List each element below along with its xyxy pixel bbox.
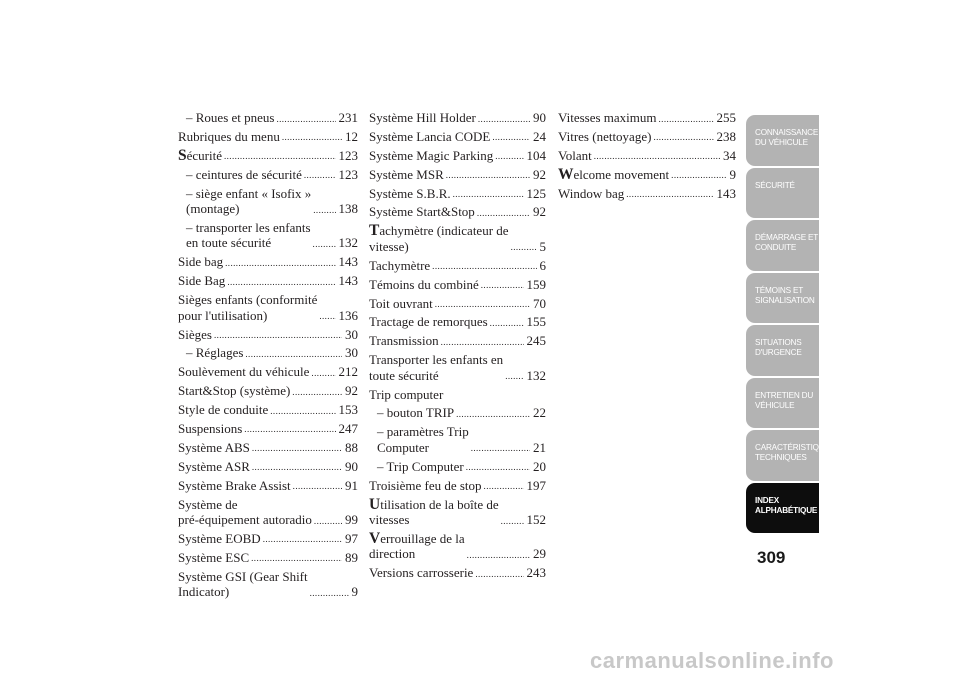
index-entry-text: Soulèvement du véhicule: [178, 364, 310, 380]
index-entry-text: errouillage de la direction: [369, 530, 465, 562]
index-entry-text: Sièges enfants (conformité pour l'utilisation): [178, 292, 318, 323]
dot-leader: [276, 115, 335, 123]
index-entry-page: 245: [526, 333, 546, 349]
index-entry: [369, 258, 546, 274]
dot-leader: [304, 171, 336, 179]
index-entry: [369, 314, 546, 330]
index-entry-text: – siège enfant « Isofix » (montage): [186, 185, 312, 217]
index-entry-label: [377, 424, 469, 455]
index-entry-label: [558, 186, 624, 202]
index-entry: [178, 129, 358, 145]
dot-leader: [495, 152, 523, 160]
index-entry-label: [377, 459, 464, 475]
index-entry-page: 197: [526, 477, 546, 493]
index-entry-text: elcome movement: [573, 166, 670, 182]
index-entry-page: 9: [729, 166, 736, 182]
dot-leader: [252, 463, 342, 471]
index-entry-label: [178, 254, 223, 270]
index-entry-text: – paramètres Trip Computer: [377, 424, 469, 455]
dot-leader: [314, 517, 342, 525]
index-entry: [178, 273, 358, 289]
index-entry-text: écurité: [186, 147, 222, 163]
index-entry-text: Système ESC: [178, 549, 250, 565]
index-entry-text: Vitesses maximum: [558, 110, 657, 125]
dot-leader: [435, 300, 530, 308]
index-entry-page: 12: [345, 128, 358, 144]
index-entry-page: 92: [533, 166, 546, 182]
dot-leader: [466, 463, 530, 471]
dot-leader: [225, 259, 335, 267]
index-entry-label: [369, 186, 451, 202]
dot-leader: [501, 517, 524, 525]
index-entry-text: Window bag: [558, 185, 625, 201]
index-entry-text: Vitres (nettoyage): [558, 128, 652, 144]
index-entry-label: [178, 273, 225, 289]
dot-leader: [244, 425, 335, 433]
dot-leader: [293, 482, 342, 490]
index-entry-label: [178, 459, 250, 475]
index-entry-text: Troisième feu de stop: [369, 477, 482, 493]
dot-leader: [471, 444, 530, 452]
index-column-3: [558, 110, 736, 204]
index-entry-label: [186, 220, 311, 251]
index-entry-label: [186, 345, 243, 361]
index-entry: [178, 440, 358, 456]
index-letter-initial: W: [558, 165, 574, 183]
index-entry-label: [369, 296, 433, 312]
dot-leader: [252, 444, 342, 452]
index-entry-label: [369, 333, 439, 349]
index-entry-text: – Réglages: [186, 345, 244, 361]
index-letter-initial: U: [369, 495, 381, 513]
dot-leader: [492, 133, 530, 141]
index-entry-page: 92: [345, 383, 358, 399]
index-entry-label: [178, 327, 212, 343]
index-entry-text: Volant: [558, 147, 592, 163]
index-entry-text: Système de pré-équipement autoradio: [178, 496, 312, 528]
index-entry: [558, 167, 736, 183]
dot-leader: [626, 190, 713, 198]
index-entry-page: 155: [526, 314, 546, 330]
index-entry: [369, 148, 546, 164]
index-entry-text: – Trip Computer: [377, 458, 464, 474]
index-entry-label: [178, 569, 308, 600]
index-entry-label: [178, 402, 268, 418]
index-entry-label: [369, 223, 509, 254]
index-entry-text: Système Lancia CODE: [369, 128, 491, 144]
index-entry-label: [369, 167, 444, 183]
index-entry: [369, 565, 546, 581]
index-entry-page: 104: [526, 147, 546, 163]
index-letter-initial: V: [369, 529, 381, 547]
index-entry-label: [178, 531, 261, 547]
section-tab[interactable]: TÉMOINS ET SIGNALISATION: [746, 273, 819, 324]
dot-leader: [475, 570, 523, 578]
index-entry-text: Système Brake Assist: [178, 477, 291, 493]
index-entry-page: 9: [351, 584, 358, 600]
index-entry-label: [558, 129, 651, 145]
index-entry-text: Système GSI (Gear Shift Indicator): [178, 568, 308, 600]
index-entry-text: Start&Stop (système): [178, 383, 291, 399]
index-entry: [369, 186, 546, 202]
index-entry-text: Suspensions: [178, 420, 243, 436]
index-entry-text: Toit ouvrant: [369, 295, 433, 311]
index-entry-text: – Roues et pneus: [186, 110, 275, 125]
index-entry-label: [178, 129, 280, 145]
index-entry-label: [558, 167, 669, 183]
index-entry-label: [186, 186, 311, 217]
index-entry-page: 136: [338, 307, 358, 323]
index-entry: [369, 277, 546, 293]
index-entry: [558, 148, 736, 164]
index-entry-page: 34: [723, 147, 736, 163]
index-entry-label: [369, 258, 430, 274]
index-entry-text: Rubriques du menu: [178, 128, 280, 144]
section-tab[interactable]: SITUATIONS D'URGENCE: [746, 325, 819, 376]
section-tab[interactable]: CONNAISSANCE DU VÉHICULE: [746, 115, 819, 166]
dot-leader: [467, 551, 530, 559]
index-entry-text: Style de conduite: [178, 402, 269, 418]
page-number: 309: [757, 548, 786, 567]
index-entry-text: Système Magic Parking: [369, 147, 494, 163]
index-entry-page: 159: [526, 276, 546, 292]
dot-leader: [441, 338, 524, 346]
index-entry: [178, 327, 358, 343]
watermark: carmanualsonline.info: [590, 648, 834, 673]
index-entry-label: [369, 110, 476, 126]
dot-leader: [456, 410, 530, 418]
dot-leader: [292, 388, 342, 396]
index-entry: [178, 383, 358, 399]
index-entry: [558, 186, 736, 202]
index-entry-label: [369, 314, 488, 330]
index-entry: [178, 254, 358, 270]
index-entry-page: 255: [716, 110, 736, 125]
index-entry-text: tilisation de la boîte de vitesses: [369, 496, 499, 528]
index-entry: [369, 352, 546, 383]
index-entry: [369, 129, 546, 145]
index-entry-label: [186, 110, 274, 126]
dot-leader: [659, 115, 714, 123]
index-entry-page: 91: [345, 477, 358, 493]
index-entry-page: 125: [526, 185, 546, 201]
index-entry: [178, 220, 358, 251]
section-tab[interactable]: SÉCURITÉ: [746, 168, 819, 219]
dot-leader: [224, 152, 336, 160]
index-entry: [369, 497, 546, 528]
index-entry-page: 30: [345, 326, 358, 342]
index-entry: [178, 345, 358, 361]
index-entry-page: 143: [716, 185, 736, 201]
dot-leader: [311, 369, 335, 377]
index-entry-label: [178, 292, 317, 323]
index-column-2: [369, 110, 546, 584]
index-entry-text: Système ABS: [178, 439, 250, 455]
index-entry-label: [178, 497, 312, 528]
dot-leader: [227, 278, 335, 286]
index-entry-page: 97: [345, 530, 358, 546]
index-entry-page: 153: [338, 402, 358, 418]
index-column-1: [178, 110, 358, 603]
index-entry-text: Sièges: [178, 326, 212, 342]
index-entry-page: 132: [338, 235, 358, 251]
index-entry-text: Transmission: [369, 333, 439, 349]
dot-leader: [671, 171, 726, 179]
index-entry-page: 29: [533, 546, 546, 562]
dot-leader: [481, 281, 524, 289]
index-entry-page: 123: [338, 147, 358, 163]
index-entry: [178, 292, 358, 323]
index-entry-text: Transporter les enfants en toute sécurité: [369, 352, 504, 383]
dot-leader: [282, 133, 342, 141]
index-entry-text: – bouton TRIP: [377, 405, 455, 421]
index-entry-page: 88: [345, 439, 358, 455]
index-entry-text: Système ASR: [178, 458, 250, 474]
section-tabs: [746, 115, 836, 535]
index-entry: [369, 387, 546, 403]
index-entry-text: Témoins du combiné: [369, 276, 479, 292]
index-entry: [369, 110, 546, 126]
index-entry-page: 152: [526, 512, 546, 528]
dot-leader: [214, 331, 342, 339]
index-entry: [369, 459, 546, 475]
section-tab[interactable]: ENTRETIEN DU VÉHICULE: [746, 378, 819, 429]
index-entry-page: 132: [526, 367, 546, 383]
index-entry: [178, 421, 358, 437]
index-entry-label: [178, 421, 242, 437]
index-entry: [558, 129, 736, 145]
dot-leader: [484, 482, 524, 490]
index-entry-label: [377, 405, 454, 421]
dot-leader: [505, 372, 523, 380]
index-entry-page: 90: [345, 458, 358, 474]
index-entry-page: 30: [345, 345, 358, 361]
index-entry-label: [178, 550, 249, 566]
index-entry: [369, 531, 546, 562]
index-entry-text: achymètre (indicateur de vitesse): [369, 223, 509, 254]
index-entry-page: 5: [539, 238, 546, 254]
dot-leader: [251, 554, 342, 562]
index-entry-page: 6: [539, 257, 546, 273]
index-entry: [178, 459, 358, 475]
dot-leader: [313, 240, 336, 248]
index-entry-label: [178, 383, 290, 399]
dot-leader: [653, 133, 713, 141]
index-entry: [369, 478, 546, 494]
index-entry: [369, 167, 546, 183]
index-entry: [178, 497, 358, 528]
index-entry-text: Système Hill Holder: [369, 110, 476, 125]
index-entry-text: Système S.B.R.: [369, 185, 451, 201]
index-entry-page: 231: [338, 110, 358, 125]
index-entry-text: Versions carrosserie: [369, 565, 474, 581]
index-entry-label: [369, 565, 473, 581]
index-entry-label: [369, 204, 475, 220]
index-entry-label: [186, 167, 302, 183]
dot-leader: [245, 350, 342, 358]
index-entry: [369, 333, 546, 349]
index-entry-label: [178, 478, 291, 494]
dot-leader: [446, 171, 530, 179]
index-entry-label: [558, 148, 592, 164]
index-entry: [178, 569, 358, 600]
index-entry-page: 143: [338, 254, 358, 270]
index-entry-page: 143: [338, 273, 358, 289]
index-entry: [178, 550, 358, 566]
index-entry: [178, 478, 358, 494]
index-entry-label: [369, 531, 465, 562]
section-tab[interactable]: CARACTÉRISTIQUES TECHNIQUES: [746, 430, 819, 481]
index-entry-page: 20: [533, 458, 546, 474]
index-entry-label: [178, 364, 309, 380]
index-entry-label: [369, 277, 479, 293]
dot-leader: [511, 243, 537, 251]
index-entry-page: 212: [338, 364, 358, 380]
index-entry-text: Tractage de remorques: [369, 314, 488, 330]
index-entry: [369, 424, 546, 455]
index-entry: [178, 148, 358, 164]
dot-leader: [453, 190, 524, 198]
index-entry-label: [178, 440, 250, 456]
index-entry-page: 138: [338, 201, 358, 217]
dot-leader: [310, 589, 349, 597]
index-entry-page: 247: [338, 420, 358, 436]
index-entry-text: Tachymètre: [369, 257, 431, 273]
index-entry-text: Side Bag: [178, 273, 226, 289]
section-tab[interactable]: DÉMARRAGE ET CONDUITE: [746, 220, 819, 271]
index-entry-text: Système Start&Stop: [369, 204, 475, 220]
index-entry-page: 70: [533, 295, 546, 311]
index-entry-text: – transporter les enfants en toute sécurité: [186, 219, 311, 251]
index-letter-initial: S: [178, 146, 187, 164]
index-entry-text: Système MSR: [369, 166, 444, 182]
index-entry-text: Système EOBD: [178, 530, 261, 546]
index-entry-label: [369, 129, 490, 145]
dot-leader: [270, 407, 335, 415]
index-entry-label: [369, 387, 443, 403]
index-letter-initial: T: [369, 222, 380, 240]
index-entry: [178, 167, 358, 183]
index-entry-page: 123: [338, 166, 358, 182]
dot-leader: [594, 152, 720, 160]
dot-leader: [478, 115, 530, 123]
index-entry-page: 238: [716, 128, 736, 144]
index-entry-label: [369, 478, 482, 494]
index-entry-page: 22: [533, 405, 546, 421]
index-entry: [178, 186, 358, 217]
index-entry: [178, 364, 358, 380]
index-entry-text: – ceintures de sécurité: [186, 166, 302, 182]
dot-leader: [432, 262, 536, 270]
index-entry-text: Trip computer: [369, 386, 444, 402]
index-entry: [369, 223, 546, 254]
index-entry-label: [369, 497, 499, 528]
index-entry-page: 92: [533, 204, 546, 220]
section-tab[interactable]: INDEX ALPHABÉTIQUE: [746, 483, 819, 534]
index-entry-label: [178, 148, 222, 164]
index-entry: [178, 110, 358, 126]
index-entry-page: 90: [533, 110, 546, 125]
index-entry: [178, 402, 358, 418]
index-entry-page: 89: [345, 549, 358, 565]
index-entry: [558, 110, 736, 126]
index-entry: [178, 531, 358, 547]
dot-leader: [477, 209, 530, 217]
index-entry-label: [558, 110, 657, 126]
index-entry-label: [369, 352, 503, 383]
index-entry-page: 24: [533, 128, 546, 144]
index-entry-text: Side bag: [178, 254, 224, 270]
index-entry-page: 21: [533, 439, 546, 455]
dot-leader: [263, 535, 342, 543]
dot-leader: [313, 206, 335, 214]
index-entry: [369, 204, 546, 220]
index-entry-label: [369, 148, 493, 164]
index-entry-page: 99: [345, 512, 358, 528]
dot-leader: [319, 312, 335, 320]
index-entry-page: 243: [526, 565, 546, 581]
index-entry: [369, 296, 546, 312]
index-entry: [369, 405, 546, 421]
dot-leader: [490, 319, 524, 327]
